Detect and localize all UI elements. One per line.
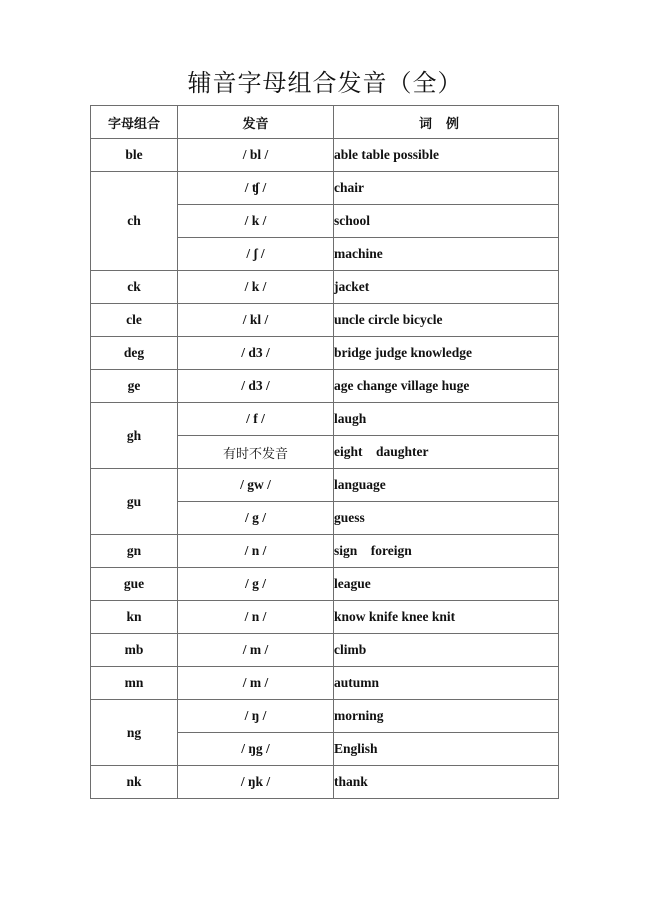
letter-combo-cell: ck — [91, 271, 178, 304]
letter-combo-cell: ge — [91, 370, 178, 403]
example-words-cell: thank — [334, 766, 559, 799]
example-words-cell: age change village huge — [334, 370, 559, 403]
example-words-cell: language — [334, 469, 559, 502]
letter-combo-cell: ch — [91, 172, 178, 271]
letter-combo-cell: gue — [91, 568, 178, 601]
letter-combo-cell: cle — [91, 304, 178, 337]
pronunciation-cell: / ŋ / — [178, 700, 334, 733]
example-words-cell: machine — [334, 238, 559, 271]
example-words-cell: laugh — [334, 403, 559, 436]
pronunciation-cell: / m / — [178, 634, 334, 667]
table-row — [91, 139, 559, 172]
example-words-cell: chair — [334, 172, 559, 205]
phonics-table — [90, 105, 559, 799]
table-row — [91, 535, 559, 568]
letter-combo-cell: kn — [91, 601, 178, 634]
letter-combo-cell: ng — [91, 700, 178, 766]
table-row — [91, 634, 559, 667]
letter-combo-cell: mn — [91, 667, 178, 700]
pronunciation-cell: / k / — [178, 271, 334, 304]
pronunciation-cell: / d3 / — [178, 337, 334, 370]
pronunciation-cell: / m / — [178, 667, 334, 700]
example-words-cell: eight daughter — [334, 436, 559, 469]
example-words-cell: guess — [334, 502, 559, 535]
example-words-cell: sign foreign — [334, 535, 559, 568]
pronunciation-cell: / ŋg / — [178, 733, 334, 766]
table-row — [91, 700, 559, 733]
table-body — [91, 139, 559, 799]
pronunciation-cell: / ŋk / — [178, 766, 334, 799]
table-row — [91, 667, 559, 700]
example-words-cell: uncle circle bicycle — [334, 304, 559, 337]
pronunciation-cell: / ʧ / — [178, 172, 334, 205]
example-words-cell: bridge judge knowledge — [334, 337, 559, 370]
pronunciation-cell: / g / — [178, 502, 334, 535]
pronunciation-cell: 有时不发音 — [178, 436, 334, 469]
table-row — [91, 370, 559, 403]
pronunciation-cell: / g / — [178, 568, 334, 601]
example-words-cell: able table possible — [334, 139, 559, 172]
table-row — [91, 766, 559, 799]
table-row — [91, 469, 559, 502]
page-title: 辅音字母组合发音（全） — [187, 69, 463, 97]
pronunciation-cell: / bl / — [178, 139, 334, 172]
letter-combo-cell: nk — [91, 766, 178, 799]
pronunciation-cell: / gw / — [178, 469, 334, 502]
table-row — [91, 403, 559, 436]
pronunciation-cell: / kl / — [178, 304, 334, 337]
example-words-cell: league — [334, 568, 559, 601]
example-words-cell: autumn — [334, 667, 559, 700]
table-row — [91, 601, 559, 634]
table-row — [91, 568, 559, 601]
pronunciation-cell: / n / — [178, 601, 334, 634]
table-row — [91, 304, 559, 337]
example-words-cell: English — [334, 733, 559, 766]
header-example: 词例 — [334, 106, 559, 139]
example-words-cell: jacket — [334, 271, 559, 304]
example-words-cell: school — [334, 205, 559, 238]
table-row — [91, 172, 559, 205]
example-words-cell: know knife knee knit — [334, 601, 559, 634]
example-words-cell: climb — [334, 634, 559, 667]
letter-combo-cell: gh — [91, 403, 178, 469]
pronunciation-cell: / k / — [178, 205, 334, 238]
letter-combo-cell: gu — [91, 469, 178, 535]
table-row — [91, 337, 559, 370]
pronunciation-cell: / f / — [178, 403, 334, 436]
letter-combo-cell: gn — [91, 535, 178, 568]
pronunciation-cell: / ʃ / — [178, 238, 334, 271]
letter-combo-cell: deg — [91, 337, 178, 370]
header-row — [91, 106, 559, 139]
example-words-cell: morning — [334, 700, 559, 733]
letter-combo-cell: mb — [91, 634, 178, 667]
header-combo: 字母组合 — [91, 106, 178, 139]
pronunciation-cell: / n / — [178, 535, 334, 568]
table-row — [91, 271, 559, 304]
header-pron: 发音 — [178, 106, 334, 139]
pronunciation-cell: / d3 / — [178, 370, 334, 403]
letter-combo-cell: ble — [91, 139, 178, 172]
